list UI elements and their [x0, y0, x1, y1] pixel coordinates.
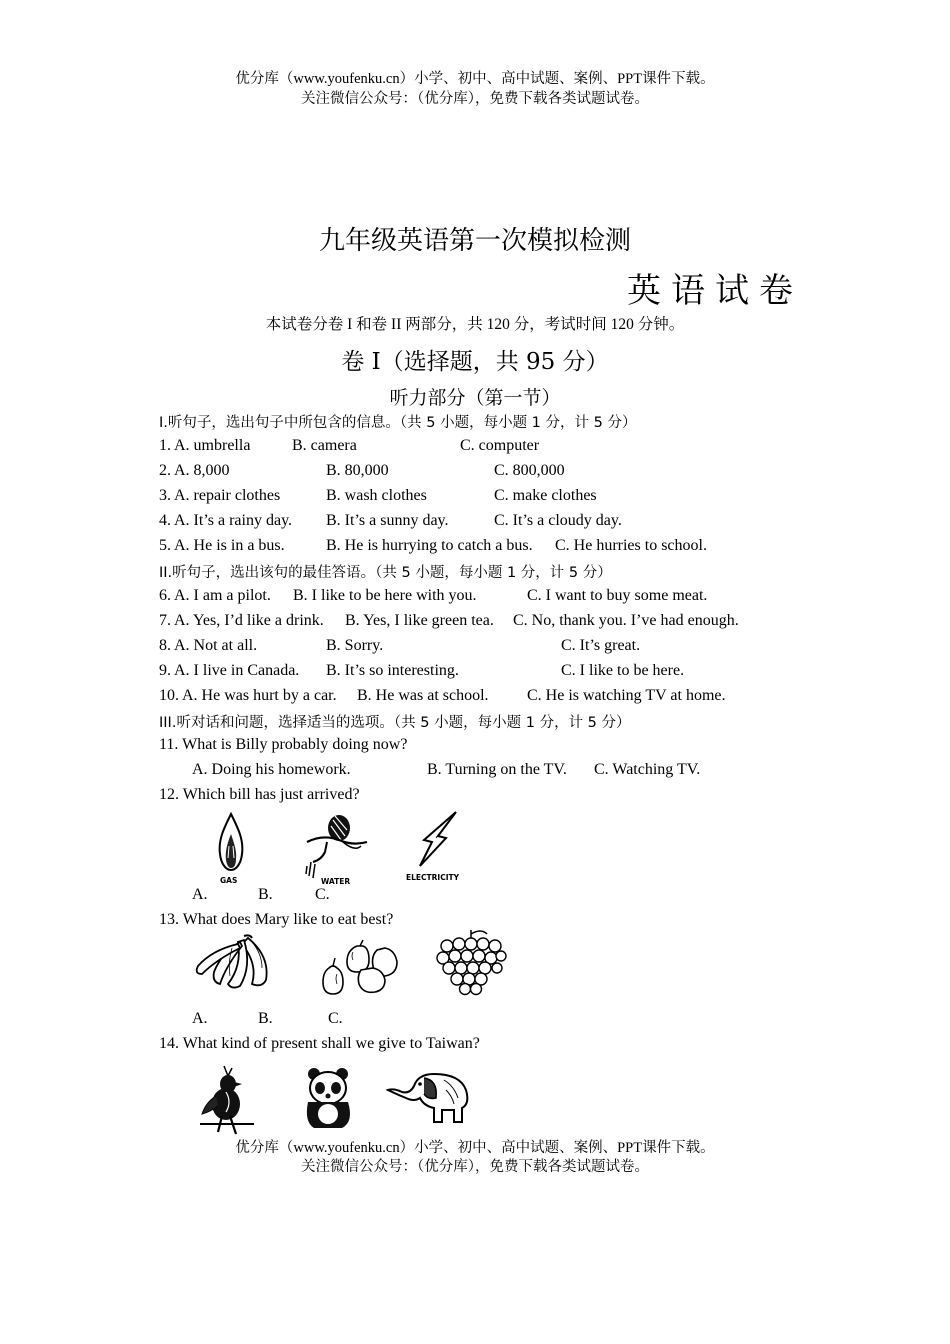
footer-line-2: 关注微信公众号：（优分库），免费下载各类试题试卷。: [301, 1159, 649, 1175]
q2-option-c: C. 800,000: [494, 462, 565, 479]
q4-option-a: A. It’s a rainy day.: [174, 512, 293, 529]
gas-label: GAS: [220, 876, 238, 885]
page-title: 九年级英语第一次模拟检测: [318, 226, 631, 256]
exam-intro: 本试卷分卷 I 和卷 II 两部分，共 120 分，考试时间 120 分钟。: [265, 316, 685, 333]
q12-option-b: B.: [258, 886, 273, 903]
q5-option-c: C. He hurries to school.: [555, 537, 707, 554]
footer-line-1: 优分库（www.youfenku.cn）小学、初中、高中试题、案例、PPT课件下载。: [235, 1140, 715, 1156]
q7-option-c: C. No, thank you. I’ve had enough.: [513, 612, 739, 629]
water-label: WATER: [321, 877, 351, 886]
q7-option-b: B. Yes, I like green tea.: [345, 612, 494, 629]
q10-option-b: B. He was at school.: [357, 687, 489, 704]
q2-option-b: B. 80,000: [326, 462, 389, 479]
q3-option-c: C. make clothes: [494, 487, 597, 504]
q8-number: 8.: [159, 637, 171, 654]
page-subtitle: 英语试卷: [627, 271, 803, 311]
q6-option-a: A. I am a pilot.: [174, 587, 271, 604]
q10-option-c: C. He is watching TV at home.: [527, 687, 726, 704]
q9-number: 9.: [159, 662, 171, 679]
q12-option-a: A.: [192, 886, 208, 903]
q11-question: 11. What is Billy probably doing now?: [159, 736, 408, 753]
q10-option-a: A. He was hurt by a car.: [182, 687, 337, 704]
q12-question: 12. Which bill has just arrived?: [159, 786, 360, 803]
volume-heading: 卷 I（选择题，共 95 分）: [341, 349, 609, 375]
pears-picture: [313, 938, 401, 998]
header-line-1: 优分库（www.youfenku.cn）小学、初中、高中试题、案例、PPT课件下载。: [235, 71, 715, 87]
bird-picture: [196, 1062, 260, 1138]
q10-number: 10.: [159, 687, 179, 704]
part-heading: 听力部分（第一节）: [389, 387, 561, 409]
q1-number: 1.: [159, 437, 171, 454]
q2-number: 2.: [159, 462, 171, 479]
q4-option-b: B. It’s a sunny day.: [326, 512, 449, 529]
q14-question: 14. What kind of present shall we give to Taiwan?: [159, 1035, 480, 1052]
q9-option-a: A. I live in Canada.: [174, 662, 300, 679]
electricity-bolt-picture: [416, 810, 460, 868]
bananas-picture: [192, 932, 278, 992]
q5-number: 5.: [159, 537, 171, 554]
q4-option-c: C. It’s a cloudy day.: [494, 512, 622, 529]
section-2-heading: II.听句子，选出该句的最佳答语。（共 5 小题，每小题 1 分，计 5 分）: [159, 565, 612, 581]
section-1-heading: I.听句子，选出句子中所包含的信息。（共 5 小题，每小题 1 分，计 5 分）: [159, 415, 637, 431]
q6-option-c: C. I want to buy some meat.: [527, 587, 708, 604]
gas-flame-picture: [214, 812, 248, 874]
water-tap-picture: [303, 808, 371, 882]
q6-number: 6.: [159, 587, 171, 604]
q8-option-b: B. Sorry.: [326, 637, 384, 654]
panda-picture: [300, 1066, 356, 1132]
q6-option-b: B. I like to be here with you.: [293, 587, 477, 604]
header-line-2: 关注微信公众号：（优分库），免费下载各类试题试卷。: [301, 91, 649, 107]
q9-option-b: B. It’s so interesting.: [326, 662, 459, 679]
elephant-picture: [384, 1068, 472, 1126]
q1-option-a: A. umbrella: [174, 437, 251, 454]
q3-option-a: A. repair clothes: [174, 487, 281, 504]
q3-number: 3.: [159, 487, 171, 504]
q11-option-c: C. Watching TV.: [594, 761, 701, 778]
q9-option-c: C. I like to be here.: [561, 662, 685, 679]
q1-option-b: B. camera: [292, 437, 357, 454]
q12-option-c: C.: [315, 886, 330, 903]
q8-option-a: A. Not at all.: [174, 637, 258, 654]
q1-option-c: C. computer: [460, 437, 540, 454]
q3-option-b: B. wash clothes: [326, 487, 427, 504]
section-3-heading: III.听对话和问题，选择适当的选项。（共 5 小题，每小题 1 分，计 5 分）: [159, 715, 631, 731]
q8-option-c: C. It’s great.: [561, 637, 641, 654]
electricity-label: ELECTRICITY: [406, 873, 460, 882]
q13-option-a: A.: [192, 1010, 208, 1027]
q5-option-a: A. He is in a bus.: [174, 537, 285, 554]
q13-question: 13. What does Mary like to eat best?: [159, 911, 394, 928]
q11-option-b: B. Turning on the TV.: [427, 761, 567, 778]
q4-number: 4.: [159, 512, 171, 529]
q2-option-a: A. 8,000: [174, 462, 230, 479]
q7-number: 7.: [159, 612, 171, 629]
grapes-picture: [435, 928, 507, 1000]
q13-option-c: C.: [328, 1010, 343, 1027]
q5-option-b: B. He is hurrying to catch a bus.: [326, 537, 533, 554]
q13-option-b: B.: [258, 1010, 273, 1027]
q7-option-a: A. Yes, I’d like a drink.: [174, 612, 324, 629]
q11-option-a: A. Doing his homework.: [192, 761, 351, 778]
